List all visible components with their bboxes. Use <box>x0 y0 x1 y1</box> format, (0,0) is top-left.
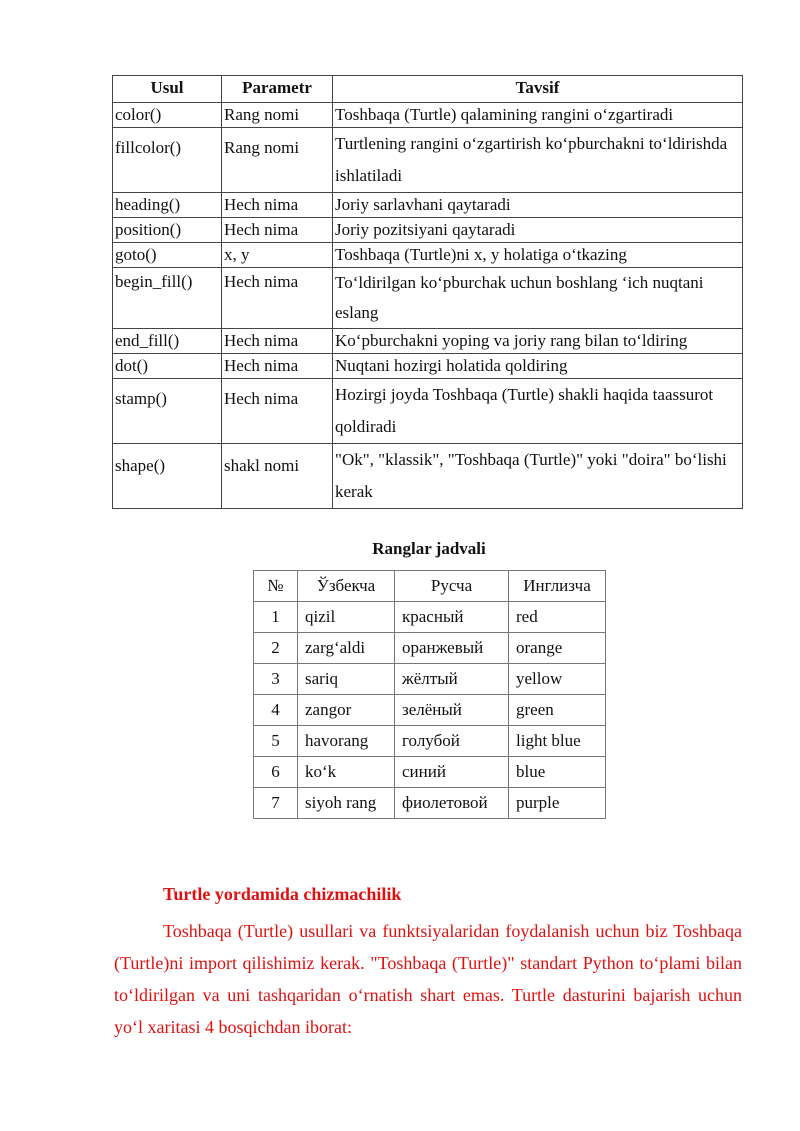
header-usul: Usul <box>113 76 222 103</box>
method-name: dot() <box>113 354 222 379</box>
method-name: stamp() <box>113 379 222 444</box>
colors-table <box>253 570 606 819</box>
table-row <box>254 602 606 633</box>
table-row <box>113 354 743 379</box>
color-russian: зелёный <box>395 695 509 726</box>
table-row <box>113 444 743 509</box>
method-name: end_fill() <box>113 329 222 354</box>
method-desc: Toshbaqa (Turtle) qalamining rangini o‘zgartiradi <box>333 103 743 128</box>
method-name: position() <box>113 218 222 243</box>
method-param: Rang nomi <box>222 128 333 193</box>
method-desc: Ko‘pburchakni yoping va joriy rang bilan to‘ldiring <box>333 329 743 354</box>
header-uzbek: Ўзбекча <box>298 571 395 602</box>
color-uzbek: zarg‘aldi <box>298 633 395 664</box>
table-row <box>113 243 743 268</box>
table-row <box>254 788 606 819</box>
colors-table-title: Ranglar jadvali <box>372 539 486 558</box>
method-desc: To‘ldirilgan ko‘pburchak uchun boshlang ‘ich nuqtani eslang <box>333 268 743 329</box>
method-param: Rang nomi <box>222 103 333 128</box>
header-tavsif: Tavsif <box>333 76 743 103</box>
method-name: color() <box>113 103 222 128</box>
color-number: 3 <box>254 664 298 695</box>
color-number: 6 <box>254 757 298 788</box>
method-param: Hech nima <box>222 354 333 379</box>
method-desc: Hozirgi joyda Toshbaqa (Turtle) shakli haqida taassurot qoldiradi <box>333 379 743 444</box>
table-row <box>113 268 743 329</box>
method-param: Hech nima <box>222 329 333 354</box>
color-uzbek: zangor <box>298 695 395 726</box>
method-param: shakl nomi <box>222 444 333 509</box>
method-param: Hech nima <box>222 193 333 218</box>
table-row <box>113 379 743 444</box>
method-name: heading() <box>113 193 222 218</box>
method-param: Hech nima <box>222 218 333 243</box>
color-russian: голубой <box>395 726 509 757</box>
color-number: 7 <box>254 788 298 819</box>
table-row <box>254 757 606 788</box>
table-row <box>254 726 606 757</box>
method-desc: Joriy sarlavhani qaytaradi <box>333 193 743 218</box>
colors-header-row <box>254 571 606 602</box>
color-number: 2 <box>254 633 298 664</box>
color-english: green <box>509 695 606 726</box>
table-row <box>113 128 743 193</box>
turtle-methods-table <box>112 75 743 509</box>
table-row <box>254 633 606 664</box>
color-english: purple <box>509 788 606 819</box>
table-row <box>113 193 743 218</box>
method-param: Hech nima <box>222 379 333 444</box>
table-row <box>113 218 743 243</box>
color-english: orange <box>509 633 606 664</box>
color-number: 4 <box>254 695 298 726</box>
method-desc: "Ok", "klassik", "Toshbaqa (Turtle)" yoki "doira" bo‘lishi kerak <box>333 444 743 509</box>
method-desc: Joriy pozitsiyani qaytaradi <box>333 218 743 243</box>
color-uzbek: siyoh rang <box>298 788 395 819</box>
method-name: shape() <box>113 444 222 509</box>
table-row <box>113 103 743 128</box>
color-uzbek: havorang <box>298 726 395 757</box>
method-desc: Turtlening rangini o‘zgartirish ko‘pburchakni to‘ldirishda ishlatiladi <box>333 128 743 193</box>
color-uzbek: qizil <box>298 602 395 633</box>
color-uzbek: sariq <box>298 664 395 695</box>
section-heading: Turtle yordamida chizmachilik <box>163 884 402 904</box>
color-uzbek: ko‘k <box>298 757 395 788</box>
color-russian: красный <box>395 602 509 633</box>
color-number: 5 <box>254 726 298 757</box>
color-english: yellow <box>509 664 606 695</box>
method-param: x, y <box>222 243 333 268</box>
color-number: 1 <box>254 602 298 633</box>
header-number: № <box>254 571 298 602</box>
methods-header-row <box>113 76 743 103</box>
color-english: light blue <box>509 726 606 757</box>
header-russian: Русча <box>395 571 509 602</box>
header-english: Инглизча <box>509 571 606 602</box>
color-russian: фиолетовой <box>395 788 509 819</box>
color-english: blue <box>509 757 606 788</box>
header-parametr: Parametr <box>222 76 333 103</box>
section-paragraph: Toshbaqa (Turtle) usullari va funktsiyalaridan foydalanish uchun biz Toshbaqa (Turtle)ni import qilishimiz kerak. "Toshbaqa (Turtle)" standart Python to‘plami bilan to‘ldirilgan va uni tashqaridan o‘rnatish shart emas. Turtle dasturini bajarish uchun yo‘l xaritasi 4 bosqichdan iborat: <box>114 921 742 1037</box>
color-russian: синий <box>395 757 509 788</box>
method-param: Hech nima <box>222 268 333 329</box>
table-row <box>113 329 743 354</box>
method-name: fillcolor() <box>113 128 222 193</box>
color-english: red <box>509 602 606 633</box>
color-russian: жёлтый <box>395 664 509 695</box>
table-row <box>254 695 606 726</box>
method-desc: Toshbaqa (Turtle)ni x, y holatiga o‘tkazing <box>333 243 743 268</box>
color-russian: оранжевый <box>395 633 509 664</box>
method-desc: Nuqtani hozirgi holatida qoldiring <box>333 354 743 379</box>
method-name: goto() <box>113 243 222 268</box>
table-row <box>254 664 606 695</box>
method-name: begin_fill() <box>113 268 222 329</box>
